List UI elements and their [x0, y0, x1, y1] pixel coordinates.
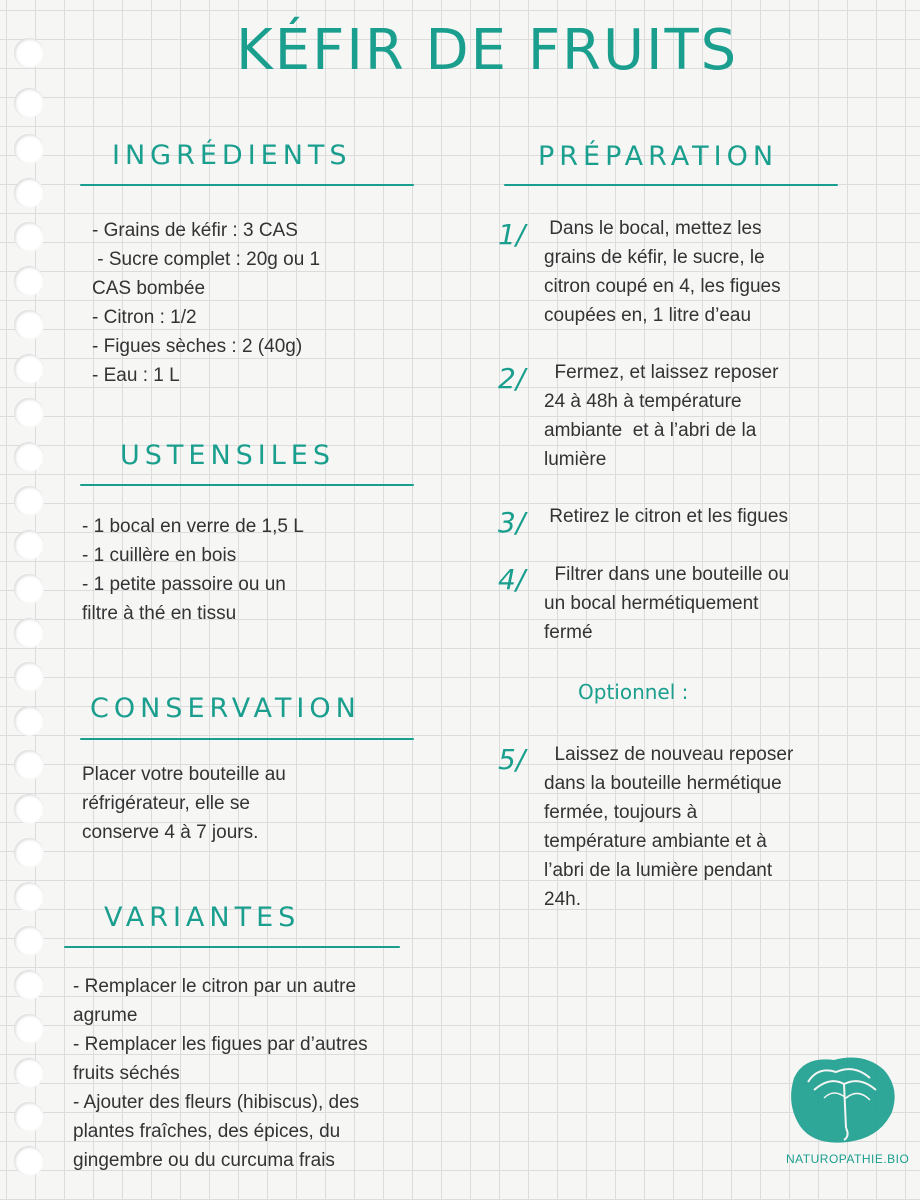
binder-hole	[14, 134, 44, 164]
text-line: Placer votre bouteille au	[82, 764, 286, 785]
binder-hole	[14, 1014, 44, 1044]
text-line: Laissez de nouveau reposer	[544, 744, 794, 765]
binder-hole	[14, 442, 44, 472]
binder-hole	[14, 838, 44, 868]
ustensiles-underline	[80, 484, 414, 486]
text-line: l’abri de la lumière pendant	[544, 860, 773, 881]
text-line: 24h.	[544, 889, 581, 910]
text-line: fermée, toujours à	[544, 802, 698, 823]
step-number: 3/	[498, 506, 526, 539]
text-line: fermé	[544, 622, 593, 643]
binder-hole	[14, 38, 44, 68]
binder-hole	[14, 706, 44, 736]
binder-hole	[14, 662, 44, 692]
text-line: Retirez le citron et les figues	[544, 506, 788, 527]
binder-hole	[14, 574, 44, 604]
step-1-text	[544, 214, 864, 330]
binder-hole	[14, 1058, 44, 1088]
conservation-underline	[80, 738, 414, 740]
binder-hole	[14, 970, 44, 1000]
variantes-list	[73, 972, 453, 1175]
binder-hole	[14, 1146, 44, 1176]
binder-hole	[14, 618, 44, 648]
variantes-underline	[64, 946, 400, 948]
variantes-heading: VARIANTES	[104, 902, 301, 933]
step-number: 4/	[498, 563, 526, 596]
step-number: 1/	[498, 218, 526, 251]
list-item: - Remplacer le citron par un autre	[73, 976, 357, 997]
conservation-text	[82, 760, 382, 847]
binder-hole	[14, 222, 44, 252]
binder-hole	[14, 926, 44, 956]
binder-hole	[14, 398, 44, 428]
text-line: coupées en, 1 litre d’eau	[544, 305, 752, 326]
text-line: citron coupé en 4, les figues	[544, 276, 781, 297]
conservation-heading: CONSERVATION	[90, 693, 361, 724]
list-item: - Ajouter des fleurs (hibiscus), des	[73, 1092, 360, 1113]
ingredients-underline	[80, 184, 414, 186]
binder-holes	[14, 0, 50, 1200]
text-line: ambiante et à l’abri de la	[544, 420, 757, 441]
list-item: filtre à thé en tissu	[82, 603, 237, 624]
list-item: CAS bombée	[92, 278, 206, 299]
page-title: KÉFIR DE FRUITS	[236, 18, 739, 83]
step-2-text	[544, 358, 864, 474]
text-line: réfrigérateur, elle se	[82, 793, 250, 814]
binder-hole	[14, 750, 44, 780]
list-item: fruits séchés	[73, 1063, 180, 1084]
binder-hole	[14, 266, 44, 296]
binder-hole	[14, 1102, 44, 1132]
list-item: - 1 bocal en verre de 1,5 L	[82, 516, 304, 537]
binder-hole	[14, 486, 44, 516]
step-number: 2/	[498, 362, 526, 395]
step-4-text	[544, 560, 864, 647]
brand-name: NATUROPATHIE.BIO	[786, 1152, 910, 1166]
text-line: Fermez, et laissez reposer	[544, 362, 779, 383]
text-line: Filtrer dans une bouteille ou	[544, 564, 790, 585]
text-line: un bocal hermétiquement	[544, 593, 759, 614]
ustensiles-list	[82, 512, 382, 628]
preparation-heading: PRÉPARATION	[538, 141, 779, 172]
list-item: plantes fraîches, des épices, du	[73, 1121, 341, 1142]
text-line: température ambiante et à	[544, 831, 767, 852]
binder-hole	[14, 88, 44, 118]
binder-hole	[14, 530, 44, 560]
preparation-underline	[504, 184, 838, 186]
list-item: - Eau : 1 L	[92, 365, 180, 386]
list-item: - 1 petite passoire ou un	[82, 574, 286, 595]
binder-hole	[14, 310, 44, 340]
binder-hole	[14, 178, 44, 208]
list-item: - Grains de kéfir : 3 CAS	[92, 220, 298, 241]
ustensiles-heading: USTENSILES	[120, 440, 335, 471]
binder-hole	[14, 882, 44, 912]
step-number: 5/	[498, 743, 526, 776]
optional-label: Optionnel :	[578, 680, 689, 704]
ingredients-heading: INGRÉDIENTS	[112, 140, 352, 171]
text-line: lumière	[544, 449, 607, 470]
list-item: - 1 cuillère en bois	[82, 545, 237, 566]
text-line: dans la bouteille hermétique	[544, 773, 782, 794]
step-5-text	[544, 740, 864, 914]
list-item: agrume	[73, 1005, 138, 1026]
list-item: - Citron : 1/2	[92, 307, 197, 328]
binder-hole	[14, 794, 44, 824]
list-item: gingembre ou du curcuma frais	[73, 1150, 335, 1171]
list-item: - Sucre complet : 20g ou 1	[92, 249, 321, 270]
text-line: Dans le bocal, mettez les	[544, 218, 762, 239]
ingredients-list	[92, 216, 392, 390]
ginkgo-leaf-logo-icon	[784, 1048, 904, 1148]
text-line: conserve 4 à 7 jours.	[82, 822, 259, 843]
text-line: grains de kéfir, le sucre, le	[544, 247, 765, 268]
binder-hole	[14, 354, 44, 384]
list-item: - Figues sèches : 2 (40g)	[92, 336, 303, 357]
step-3-text	[544, 502, 864, 531]
text-line: 24 à 48h à température	[544, 391, 742, 412]
list-item: - Remplacer les figues par d’autres	[73, 1034, 368, 1055]
